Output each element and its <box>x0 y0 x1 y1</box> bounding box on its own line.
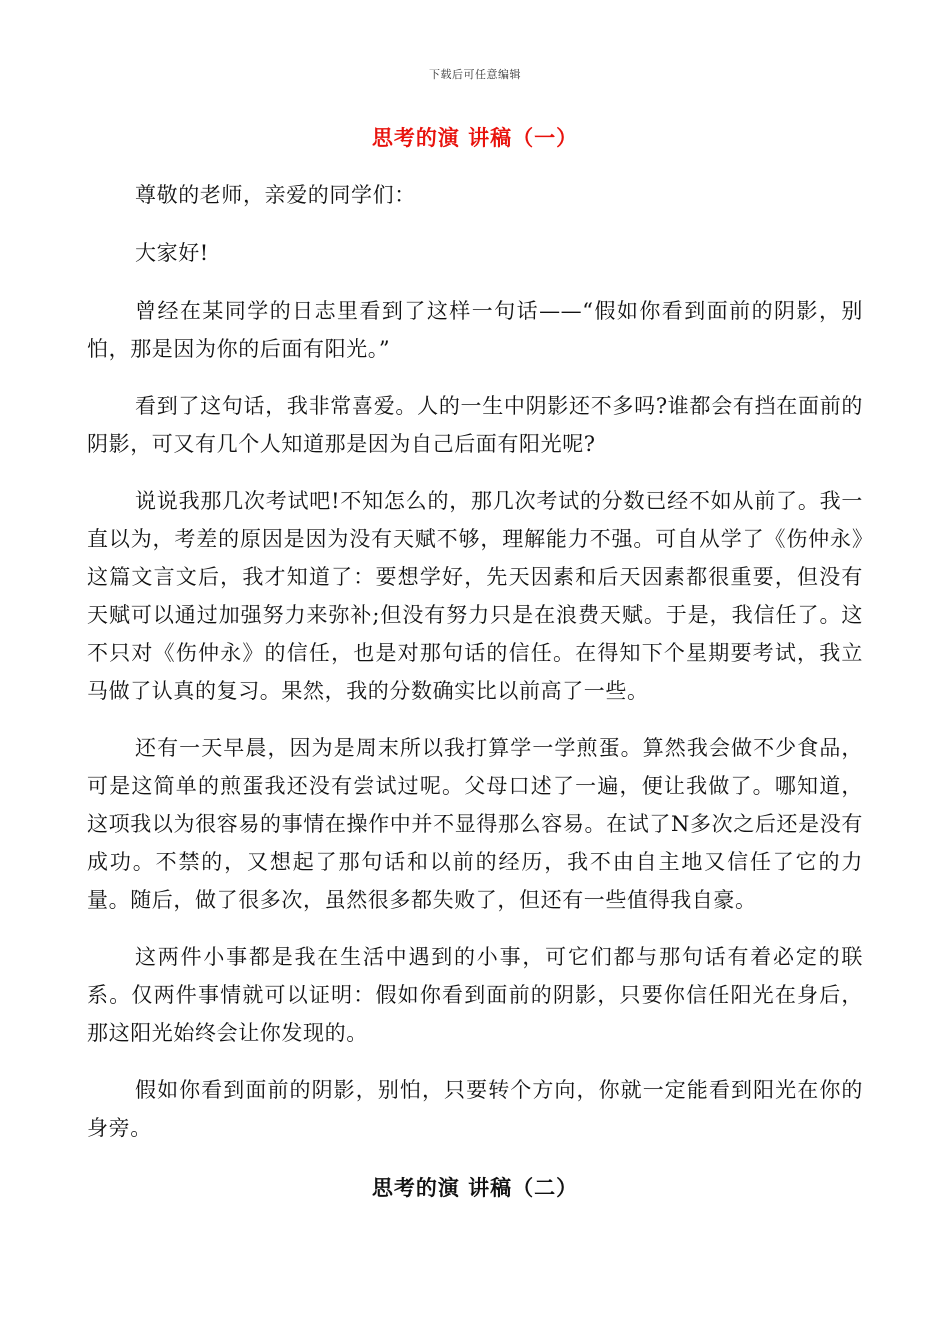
document-title-1: 思考的演 讲稿（一） <box>371 125 579 150</box>
paragraph-reflection: 看到了这句话，我非常喜爱。人的一生中阴影还不多吗?谁都会有挡在面前的阴影，可又有几个人知道那是因为自己后面有阳光呢? <box>87 394 863 456</box>
header-note: 下载后可任意编辑 <box>429 68 521 81</box>
paragraph-salutation: 尊敬的老师，亲爱的同学们： <box>135 183 416 207</box>
document-body <box>87 176 863 1166</box>
document-title-2: 思考的演 讲稿（二） <box>371 1175 579 1200</box>
paragraph-exam-story: 说说我那几次考试吧!不知怎么的，那几次考试的分数已经不如从前了。我一直以为，考差的原因是因为没有天赋不够，理解能力不强。可自从学了《伤仲永》这篇文言文后，我才知道了：要想学好，先天因素和后天因素都很重要，但没有天赋可以通过加强努力来弥补;但没有努力只是在浪费天赋。于是，我信任了。这不只对《伤仲永》的信任，也是对那句话的信任。在得知下个星期要考试，我立马做了认真的复习。果然，我的分数确实比以前高了一些。 <box>87 489 863 703</box>
paragraph-greeting: 大家好! <box>135 241 209 265</box>
paragraph-quote: 曾经在某同学的日志里看到了这样一句话——“假如你看到面前的阴影，别怕，那是因为你的后面有阳光。” <box>87 299 863 361</box>
paragraph-egg-story: 还有一天早晨，因为是周末所以我打算学一学煎蛋。算然我会做不少食品，可是这简单的煎蛋我还没有尝试过呢。父母口述了一遍，便让我做了。哪知道，这项我以为很容易的事情在操作中并不显得那么容易。在试了N多次之后还是没有成功。不禁的，又想起了那句话和以前的经历，我不由自主地又信任了它的力量。随后，做了很多次，虽然很多都失败了，但还有一些值得我自豪。 <box>87 736 863 912</box>
paragraph-summary: 这两件小事都是我在生活中遇到的小事，可它们都与那句话有着必定的联系。仅两件事情就可以证明：假如你看到面前的阴影，只要你信任阳光在身后，那这阳光始终会让你发现的。 <box>87 945 863 1045</box>
paragraph-conclusion: 假如你看到面前的阴影，别怕，只要转个方向，你就一定能看到阳光在你的身旁。 <box>87 1078 863 1140</box>
